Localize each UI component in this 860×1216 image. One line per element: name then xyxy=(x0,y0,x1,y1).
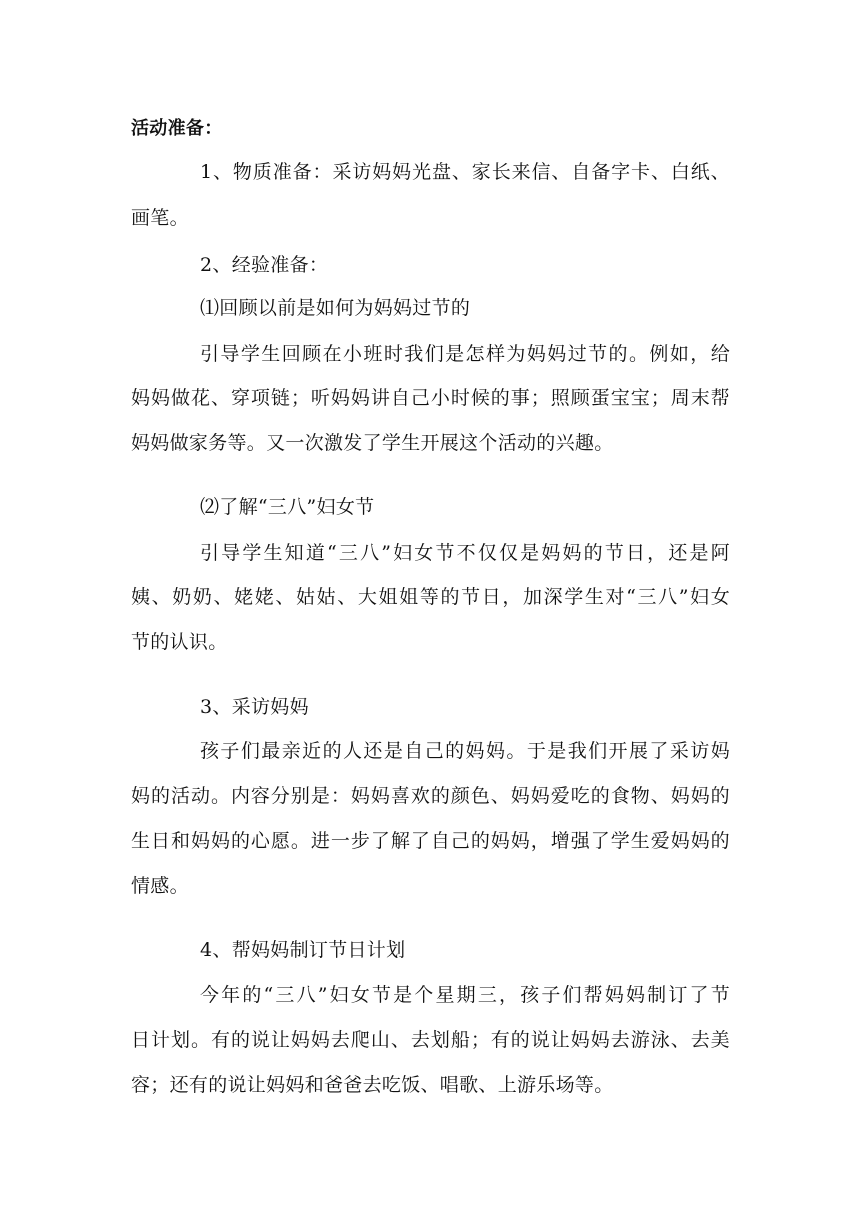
paragraph-4-line-2: 日计划。有的说让妈妈去爬山、去划船；有的说让妈妈去游泳、去美 xyxy=(131,1029,730,1051)
item-4-heading: 4、帮妈妈制订节日计划 xyxy=(200,939,406,961)
paragraph-3-line-4: 情感。 xyxy=(131,875,189,897)
paragraph-4-line-1: 今年的“三八”妇女节是个星期三，孩子们帮妈妈制订了节 xyxy=(200,984,730,1006)
item-3-heading: 3、采访妈妈 xyxy=(200,696,309,718)
paragraph-3-line-1: 孩子们最亲近的人还是自己的妈妈。于是我们开展了采访妈 xyxy=(200,740,730,762)
paragraph-3-line-2: 妈的活动。内容分别是：妈妈喜欢的颜色、妈妈爱吃的食物、妈妈的 xyxy=(131,785,730,807)
paragraph-1-line-2: 妈妈做花、穿项链；听妈妈讲自己小时候的事；照顾蛋宝宝；周末帮 xyxy=(131,387,730,409)
paragraph-2-line-1: 引导学生知道“三八”妇女节不仅仅是妈妈的节日，还是阿 xyxy=(200,542,730,564)
paragraph-2-line-3: 节的认识。 xyxy=(131,631,228,653)
sub-item-1-heading: ⑴回顾以前是如何为妈妈过节的 xyxy=(200,297,471,319)
item-1-line-2: 画笔。 xyxy=(131,207,189,229)
paragraph-4-line-3: 容；还有的说让妈妈和爸爸去吃饭、唱歌、上游乐场等。 xyxy=(131,1074,614,1096)
sub-item-2-heading: ⑵了解“三八”妇女节 xyxy=(200,496,375,518)
item-2-heading: 2、经验准备： xyxy=(200,254,329,276)
paragraph-1-line-3: 妈妈做家务等。又一次激发了学生开展这个活动的兴趣。 xyxy=(131,432,614,454)
paragraph-1-line-1: 引导学生回顾在小班时我们是怎样为妈妈过节的。例如，给 xyxy=(200,343,730,365)
section-heading: 活动准备： xyxy=(131,118,223,139)
paragraph-2-line-2: 姨、奶奶、姥姥、姑姑、大姐姐等的节日，加深学生对“三八”妇女 xyxy=(131,586,730,608)
item-1-line-1: 1、物质准备：采访妈妈光盘、家长来信、自备字卡、白纸、 xyxy=(200,161,730,183)
paragraph-3-line-3: 生日和妈妈的心愿。进一步了解了自己的妈妈，增强了学生爱妈妈的 xyxy=(131,830,730,852)
